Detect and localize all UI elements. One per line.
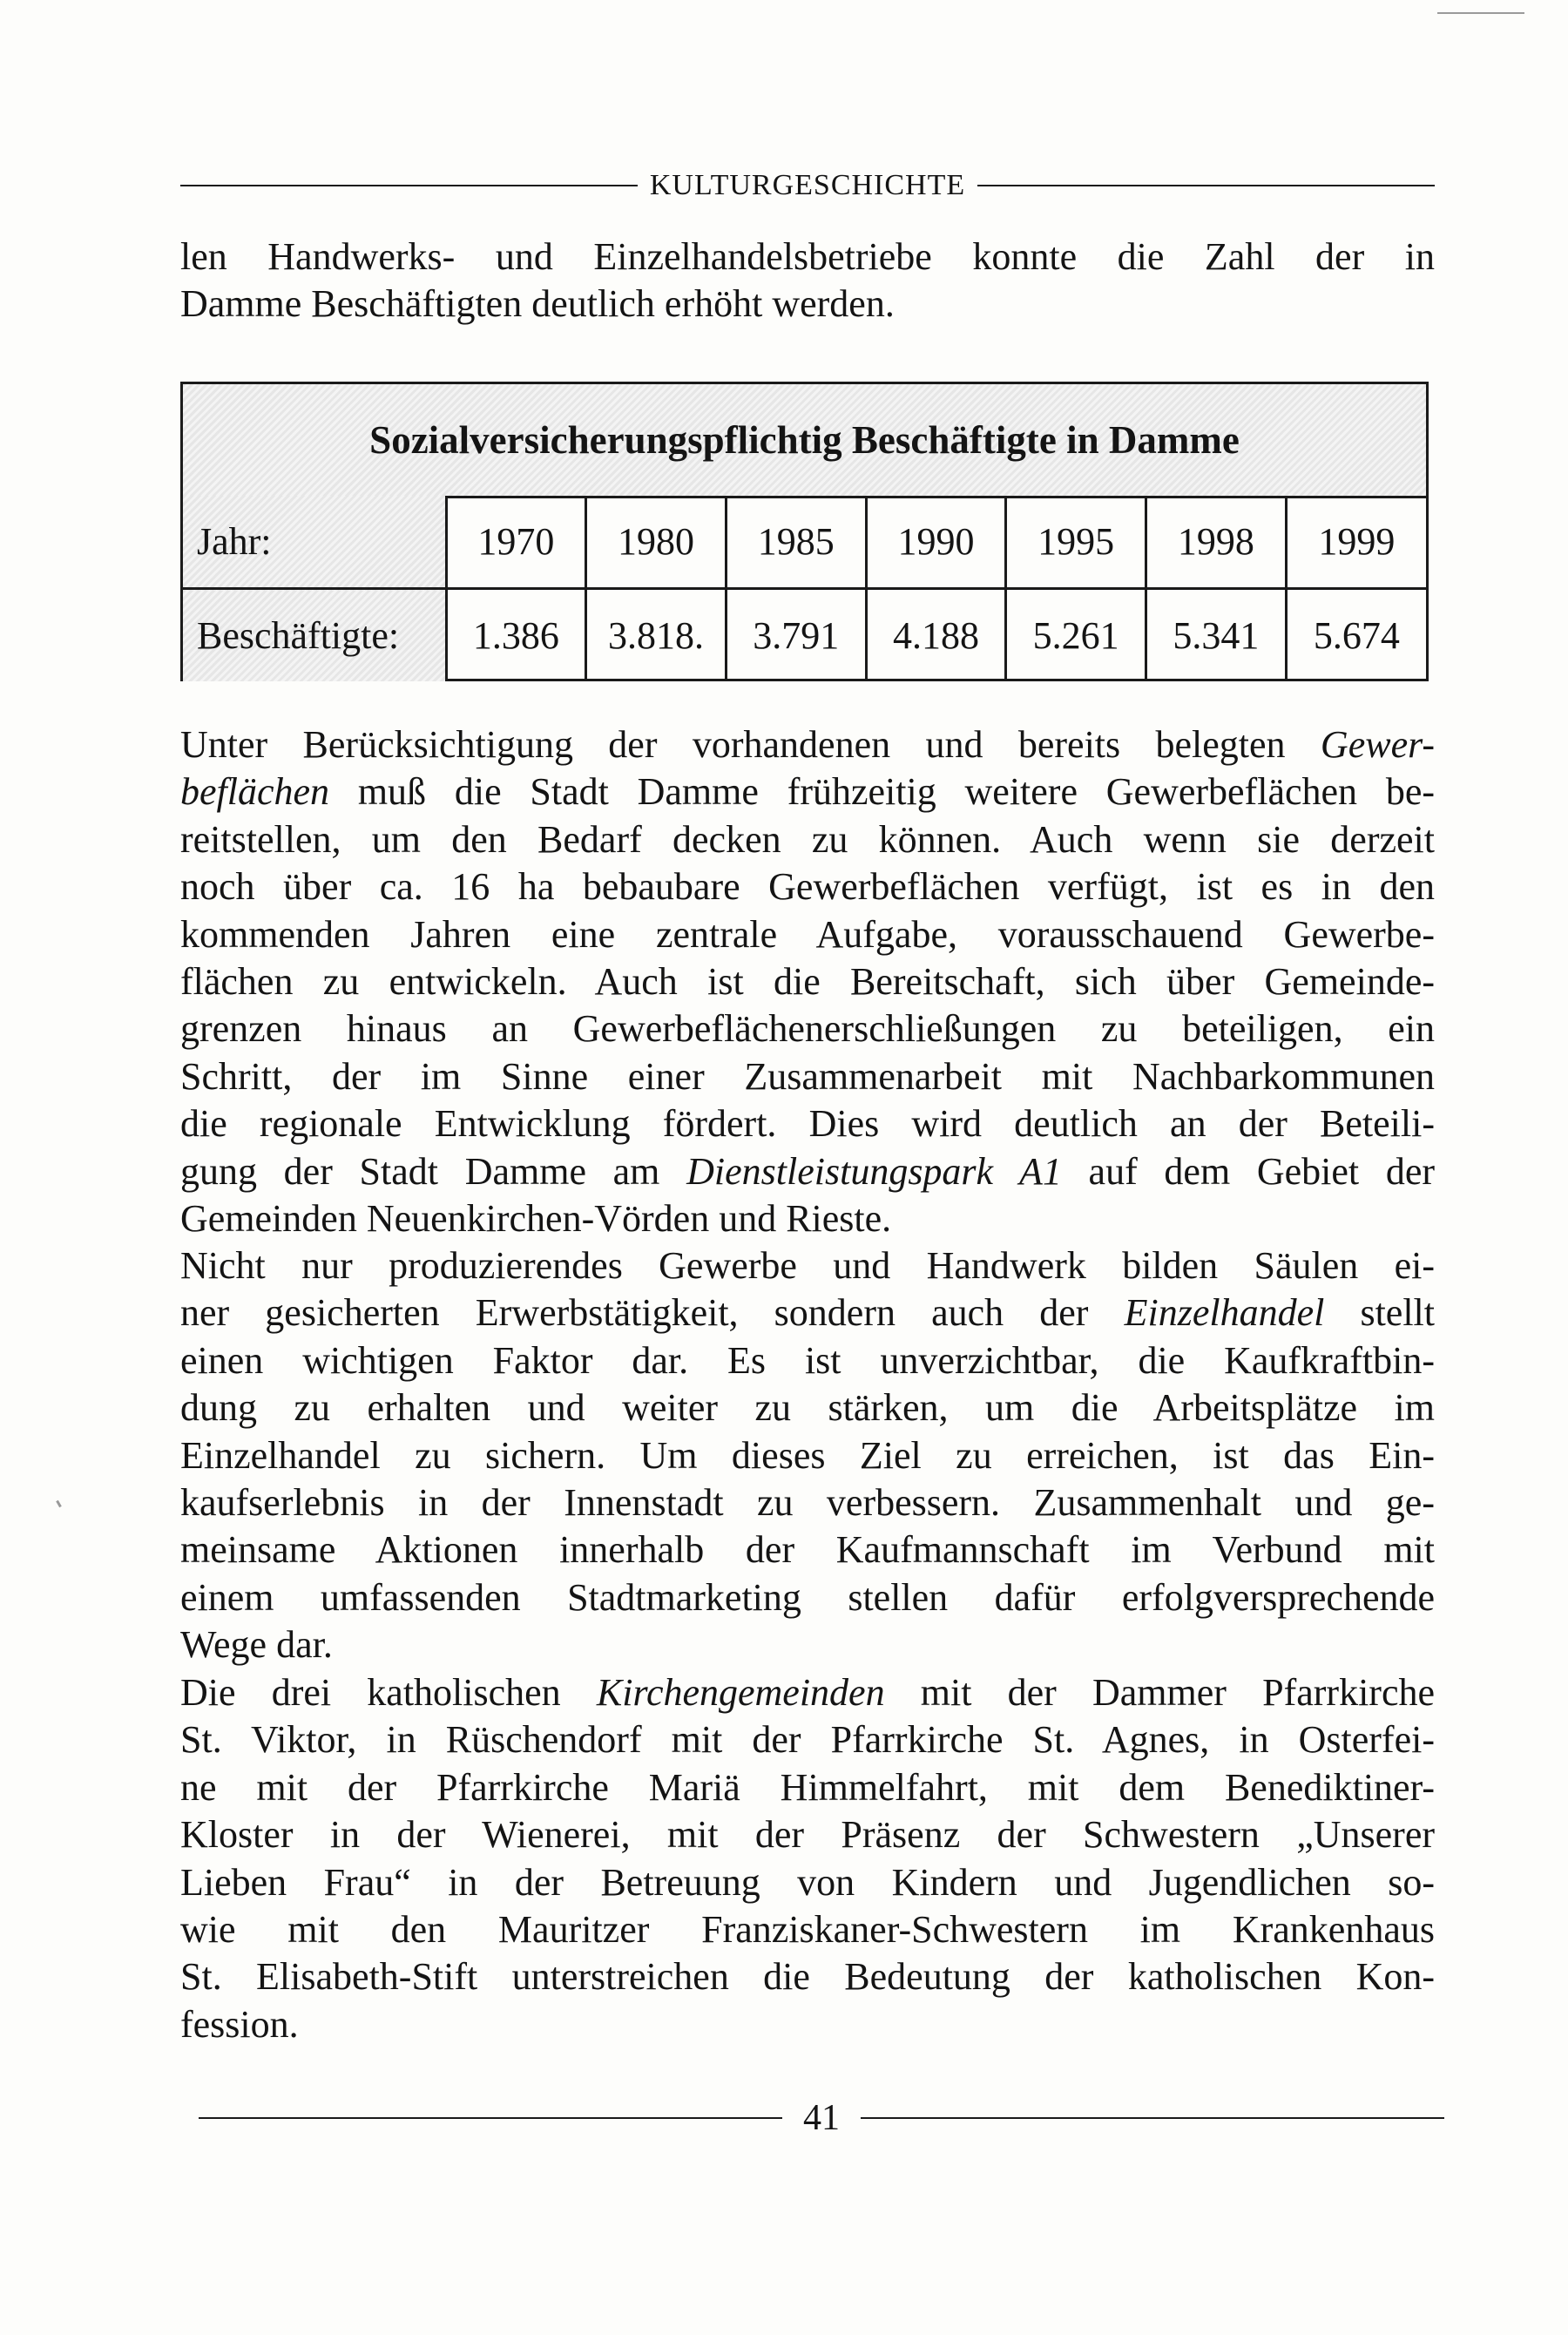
text-line: Einzelhandel zu sichern. Um dieses Ziel zu erreichen, ist das Ein-	[180, 1433, 1435, 1477]
text-line: grenzen hinaus an Gewerbeflächenerschließungen zu beteiligen, ein	[180, 1007, 1435, 1051]
year-cell: 1998	[1146, 496, 1287, 589]
footer-rule-left	[199, 2117, 782, 2119]
scan-speck	[56, 1500, 62, 1507]
text-line: Kloster in der Wienerei, mit der Präsenz der Schwestern „Unserer	[180, 1813, 1435, 1857]
text-line: St. Viktor, in Rüschendorf mit der Pfarrkirche St. Agnes, in Osterfei-	[180, 1718, 1435, 1762]
year-cell: 1995	[1006, 496, 1146, 589]
text-line: Gemeinden Neuenkirchen-Vörden und Rieste.	[180, 1196, 892, 1240]
employees-cell: 5.341	[1146, 589, 1287, 682]
text-line: einen wichtigen Faktor dar. Es ist unverzichtbar, die Kaufkraftbin-	[180, 1338, 1435, 1382]
year-cell: 1980	[586, 496, 727, 589]
text-line: ne mit der Pfarrkirche Mariä Himmelfahrt, mit dem Benediktiner-	[180, 1765, 1435, 1809]
employees-cell: 3.791	[726, 589, 866, 682]
employment-table	[180, 382, 1429, 681]
text-line: fession.	[180, 2002, 299, 2046]
employees-cell: 3.818.	[586, 589, 727, 682]
text-line: wie mit den Mauritzer Franziskaner-Schwestern im Krankenhaus	[180, 1907, 1435, 1951]
employees-cell: 5.261	[1006, 589, 1146, 682]
year-cell: 1999	[1286, 496, 1426, 589]
table-row-employees	[183, 589, 1426, 682]
text-line: St. Elisabeth-Stift unterstreichen die Bedeutung der katholischen Kon-	[180, 1955, 1435, 1999]
paragraph-kirchengemeinden	[180, 1669, 1435, 2048]
text-line: Die drei katholischen Kirchengemeinden mit der Dammer Pfarrkirche	[180, 1671, 1436, 1714]
running-head-rule-right	[977, 185, 1435, 186]
table-grid	[183, 496, 1426, 681]
corner-scan-line	[1437, 12, 1524, 14]
text-line: die regionale Entwicklung fördert. Dies wird deutlich an der Beteili-	[180, 1102, 1435, 1146]
intro-paragraph	[180, 234, 1435, 328]
running-head-rule-left	[180, 185, 638, 186]
year-cell: 1985	[726, 496, 866, 589]
running-head-title: KULTURGESCHICHTE	[649, 169, 966, 201]
employees-cell: 1.386	[446, 589, 586, 682]
table-row-years	[183, 496, 1426, 589]
text-line: beflächen muß die Stadt Damme frühzeitig weitere Gewerbeflächen be-	[180, 770, 1435, 814]
footer-rule-right	[861, 2117, 1444, 2119]
text-line: Nicht nur produzierendes Gewerbe und Handwerk bilden Säulen ei-	[180, 1244, 1435, 1287]
employees-cell: 5.674	[1286, 589, 1426, 682]
text-line: gung der Stadt Damme am Dienstleistungspark A1 auf dem Gebiet der	[180, 1149, 1436, 1193]
text-line: noch über ca. 16 ha bebaubare Gewerbeflächen verfügt, ist es in den	[180, 865, 1435, 909]
text-line: len Handwerks- und Einzelhandelsbetriebe konnte die Zahl der in	[180, 235, 1435, 278]
text-line: ner gesicherten Erwerbstätigkeit, sondern auch der Einzelhandel stellt	[180, 1291, 1435, 1335]
running-head	[180, 166, 1435, 206]
text-line: Lieben Frau“ in der Betreuung von Kindern und Jugendlichen so-	[180, 1860, 1435, 1904]
employees-cell: 4.188	[866, 589, 1006, 682]
row-label-employees: Beschäftigte:	[183, 589, 446, 682]
text-line: einem umfassenden Stadtmarketing stellen dafür erfolgversprechende	[180, 1575, 1435, 1619]
text-line: Damme Beschäftigten deutlich erhöht werden.	[180, 282, 895, 326]
page-footer	[199, 2096, 1444, 2140]
text-line: reitstellen, um den Bedarf decken zu können. Auch wenn sie derzeit	[180, 817, 1435, 861]
text-line: kaufserlebnis in der Innenstadt zu verbessern. Zusammenhalt und ge-	[180, 1480, 1435, 1524]
text-line: flächen zu entwickeln. Auch ist die Bereitschaft, sich über Gemeinde-	[180, 959, 1435, 1003]
year-cell: 1970	[446, 496, 586, 589]
paragraph-gewerbeflaechen	[180, 721, 1435, 1242]
text-line: kommenden Jahren eine zentrale Aufgabe, vorausschauend Gewerbe-	[180, 912, 1435, 956]
page-number: 41	[803, 2098, 840, 2138]
text-line: Wege dar.	[180, 1623, 333, 1667]
row-label-year: Jahr:	[183, 496, 446, 589]
paragraph-einzelhandel	[180, 1242, 1435, 1669]
text-line: Unter Berücksichtigung der vorhandenen und bereits belegten Gewer-	[180, 723, 1435, 766]
text-line: meinsame Aktionen innerhalb der Kaufmannschaft im Verbund mit	[180, 1528, 1435, 1572]
text-line: dung zu erhalten und weiter zu stärken, um die Arbeitsplätze im	[180, 1386, 1435, 1430]
text-line: Schritt, der im Sinne einer Zusammenarbeit mit Nachbarkommunen	[180, 1054, 1435, 1098]
year-cell: 1990	[866, 496, 1006, 589]
table-title: Sozialversicherungspflichtig Beschäftigte in Damme	[183, 384, 1426, 498]
